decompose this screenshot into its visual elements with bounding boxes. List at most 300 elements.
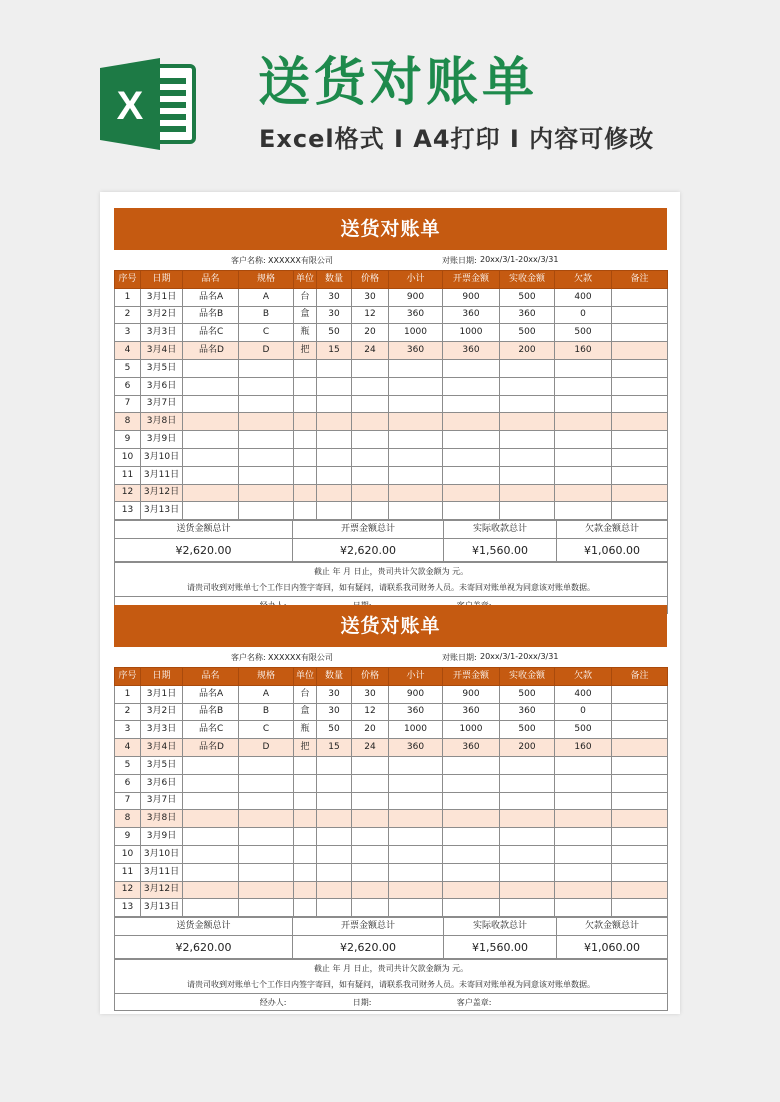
table-cell[interactable]: 8 — [115, 413, 141, 431]
table-cell[interactable] — [239, 448, 294, 466]
table-cell[interactable] — [352, 448, 389, 466]
table-cell[interactable] — [443, 395, 500, 413]
table-cell[interactable]: 200 — [500, 739, 555, 757]
table-cell[interactable] — [389, 413, 443, 431]
table-cell[interactable]: 3月11日 — [141, 466, 183, 484]
table-cell[interactable]: 3 — [115, 324, 141, 342]
table-cell[interactable] — [612, 685, 668, 703]
table-cell[interactable] — [183, 899, 239, 917]
table-cell[interactable] — [443, 774, 500, 792]
table-cell[interactable]: 30 — [352, 685, 389, 703]
table-cell[interactable] — [555, 502, 612, 520]
table-cell[interactable] — [352, 466, 389, 484]
table-cell[interactable] — [294, 828, 317, 846]
table-cell[interactable] — [389, 792, 443, 810]
table-cell[interactable]: 360 — [443, 739, 500, 757]
table-cell[interactable] — [239, 845, 294, 863]
table-cell[interactable]: 20 — [352, 324, 389, 342]
table-cell[interactable]: 10 — [115, 845, 141, 863]
table-cell[interactable]: 12 — [115, 881, 141, 899]
table-cell[interactable]: 3月8日 — [141, 810, 183, 828]
table-cell[interactable] — [294, 845, 317, 863]
table-cell[interactable] — [389, 881, 443, 899]
table-cell[interactable] — [500, 359, 555, 377]
table-cell[interactable] — [183, 774, 239, 792]
table-cell[interactable]: 3月5日 — [141, 756, 183, 774]
table-cell[interactable] — [239, 774, 294, 792]
table-cell[interactable] — [500, 774, 555, 792]
table-cell[interactable]: 1000 — [443, 324, 500, 342]
table-cell[interactable] — [443, 881, 500, 899]
table-cell[interactable] — [500, 828, 555, 846]
table-cell[interactable] — [389, 845, 443, 863]
table-cell[interactable]: 9 — [115, 431, 141, 449]
table-cell[interactable] — [239, 502, 294, 520]
table-cell[interactable] — [555, 756, 612, 774]
table-cell[interactable]: 3 — [115, 721, 141, 739]
table-cell[interactable] — [443, 466, 500, 484]
table-cell[interactable]: 3月2日 — [141, 306, 183, 324]
table-cell[interactable]: 3月2日 — [141, 703, 183, 721]
table-cell[interactable] — [612, 484, 668, 502]
table-cell[interactable] — [183, 448, 239, 466]
table-cell[interactable]: 3月7日 — [141, 792, 183, 810]
table-cell[interactable] — [294, 377, 317, 395]
table-cell[interactable] — [317, 377, 352, 395]
table-cell[interactable] — [239, 881, 294, 899]
table-cell[interactable]: 4 — [115, 342, 141, 360]
table-cell[interactable]: 8 — [115, 810, 141, 828]
table-cell[interactable] — [500, 502, 555, 520]
table-cell[interactable] — [443, 828, 500, 846]
table-cell[interactable]: 360 — [443, 342, 500, 360]
table-cell[interactable] — [183, 792, 239, 810]
table-cell[interactable] — [389, 377, 443, 395]
table-cell[interactable] — [443, 377, 500, 395]
table-cell[interactable]: D — [239, 342, 294, 360]
table-cell[interactable]: 5 — [115, 359, 141, 377]
table-cell[interactable]: 360 — [389, 342, 443, 360]
table-cell[interactable]: 3月6日 — [141, 774, 183, 792]
table-cell[interactable]: 10 — [115, 448, 141, 466]
table-cell[interactable] — [294, 792, 317, 810]
table-cell[interactable] — [239, 756, 294, 774]
table-cell[interactable] — [183, 466, 239, 484]
table-cell[interactable] — [294, 502, 317, 520]
table-cell[interactable] — [183, 881, 239, 899]
table-cell[interactable] — [443, 431, 500, 449]
table-cell[interactable]: 500 — [555, 324, 612, 342]
table-cell[interactable]: 900 — [389, 685, 443, 703]
table-cell[interactable]: 3月4日 — [141, 342, 183, 360]
table-cell[interactable]: 盒 — [294, 306, 317, 324]
table-cell[interactable]: C — [239, 721, 294, 739]
table-cell[interactable] — [443, 484, 500, 502]
table-cell[interactable]: 500 — [500, 721, 555, 739]
table-cell[interactable] — [500, 413, 555, 431]
table-cell[interactable]: 50 — [317, 324, 352, 342]
delivery-total-value[interactable]: ¥2,620.00 — [115, 539, 293, 562]
table-cell[interactable]: 360 — [500, 703, 555, 721]
table-cell[interactable]: 3月1日 — [141, 685, 183, 703]
table-cell[interactable] — [612, 395, 668, 413]
table-cell[interactable] — [294, 359, 317, 377]
table-cell[interactable]: 160 — [555, 342, 612, 360]
table-cell[interactable] — [389, 756, 443, 774]
table-cell[interactable]: A — [239, 288, 294, 306]
table-cell[interactable] — [317, 466, 352, 484]
table-cell[interactable]: 3月10日 — [141, 448, 183, 466]
table-cell[interactable] — [443, 899, 500, 917]
table-cell[interactable] — [389, 828, 443, 846]
table-cell[interactable]: 12 — [115, 484, 141, 502]
table-cell[interactable]: 360 — [389, 306, 443, 324]
table-cell[interactable] — [239, 899, 294, 917]
table-cell[interactable] — [555, 828, 612, 846]
sign-date-label[interactable]: 日期: — [293, 994, 382, 1011]
table-cell[interactable] — [443, 845, 500, 863]
table-cell[interactable] — [555, 413, 612, 431]
table-cell[interactable]: 3月3日 — [141, 721, 183, 739]
table-cell[interactable] — [294, 810, 317, 828]
table-cell[interactable] — [500, 756, 555, 774]
table-cell[interactable]: 500 — [500, 288, 555, 306]
table-cell[interactable] — [317, 448, 352, 466]
table-cell[interactable]: 360 — [389, 739, 443, 757]
table-cell[interactable]: 30 — [352, 288, 389, 306]
table-cell[interactable] — [294, 756, 317, 774]
table-cell[interactable] — [555, 899, 612, 917]
table-cell[interactable]: 3月10日 — [141, 845, 183, 863]
table-cell[interactable]: 2 — [115, 306, 141, 324]
table-cell[interactable]: 1 — [115, 288, 141, 306]
delivery-total-value[interactable]: ¥2,620.00 — [115, 936, 293, 959]
table-cell[interactable] — [612, 703, 668, 721]
table-cell[interactable]: 瓶 — [294, 324, 317, 342]
table-cell[interactable]: 11 — [115, 863, 141, 881]
table-cell[interactable] — [239, 359, 294, 377]
table-cell[interactable] — [352, 792, 389, 810]
table-cell[interactable]: 3月6日 — [141, 377, 183, 395]
invoice-total-value[interactable]: ¥2,620.00 — [293, 539, 444, 562]
table-cell[interactable]: 把 — [294, 342, 317, 360]
table-cell[interactable] — [294, 899, 317, 917]
table-cell[interactable]: 30 — [317, 703, 352, 721]
table-cell[interactable] — [389, 899, 443, 917]
table-cell[interactable]: 3月12日 — [141, 881, 183, 899]
table-cell[interactable] — [352, 863, 389, 881]
table-cell[interactable] — [612, 324, 668, 342]
table-cell[interactable]: 瓶 — [294, 721, 317, 739]
table-cell[interactable]: 24 — [352, 342, 389, 360]
table-cell[interactable] — [500, 792, 555, 810]
table-cell[interactable] — [389, 448, 443, 466]
table-cell[interactable]: 9 — [115, 828, 141, 846]
table-cell[interactable] — [612, 288, 668, 306]
table-cell[interactable] — [500, 810, 555, 828]
table-cell[interactable]: C — [239, 324, 294, 342]
table-cell[interactable]: 品名A — [183, 685, 239, 703]
table-cell[interactable] — [294, 863, 317, 881]
table-cell[interactable]: 360 — [443, 306, 500, 324]
table-cell[interactable]: 200 — [500, 342, 555, 360]
table-cell[interactable]: 3月9日 — [141, 431, 183, 449]
table-cell[interactable]: 400 — [555, 288, 612, 306]
table-cell[interactable] — [317, 359, 352, 377]
table-cell[interactable] — [555, 359, 612, 377]
table-cell[interactable] — [555, 448, 612, 466]
table-cell[interactable] — [443, 756, 500, 774]
table-cell[interactable]: 5 — [115, 756, 141, 774]
table-cell[interactable]: 500 — [500, 324, 555, 342]
table-cell[interactable]: 2 — [115, 703, 141, 721]
table-cell[interactable] — [500, 466, 555, 484]
table-cell[interactable] — [352, 431, 389, 449]
table-cell[interactable] — [555, 466, 612, 484]
table-cell[interactable] — [389, 810, 443, 828]
table-cell[interactable] — [239, 484, 294, 502]
table-cell[interactable]: A — [239, 685, 294, 703]
table-cell[interactable] — [612, 792, 668, 810]
table-cell[interactable] — [500, 845, 555, 863]
table-cell[interactable] — [500, 881, 555, 899]
table-cell[interactable]: 500 — [555, 721, 612, 739]
table-cell[interactable] — [555, 881, 612, 899]
table-cell[interactable]: 0 — [555, 306, 612, 324]
table-cell[interactable] — [612, 502, 668, 520]
table-cell[interactable] — [183, 359, 239, 377]
table-cell[interactable] — [612, 466, 668, 484]
owed-total-value[interactable]: ¥1,060.00 — [557, 936, 668, 959]
table-cell[interactable]: 50 — [317, 721, 352, 739]
table-cell[interactable] — [317, 395, 352, 413]
table-cell[interactable]: 4 — [115, 739, 141, 757]
table-cell[interactable] — [352, 845, 389, 863]
table-cell[interactable] — [317, 756, 352, 774]
table-cell[interactable] — [443, 448, 500, 466]
table-cell[interactable]: 11 — [115, 466, 141, 484]
table-cell[interactable] — [317, 845, 352, 863]
table-cell[interactable] — [443, 359, 500, 377]
table-cell[interactable] — [500, 484, 555, 502]
table-cell[interactable] — [352, 395, 389, 413]
table-cell[interactable] — [294, 466, 317, 484]
table-cell[interactable] — [294, 413, 317, 431]
invoice-total-value[interactable]: ¥2,620.00 — [293, 936, 444, 959]
table-cell[interactable]: 盒 — [294, 703, 317, 721]
table-cell[interactable] — [500, 377, 555, 395]
table-cell[interactable]: 900 — [389, 288, 443, 306]
table-cell[interactable]: 品名D — [183, 342, 239, 360]
table-cell[interactable] — [294, 431, 317, 449]
table-cell[interactable] — [317, 413, 352, 431]
table-cell[interactable] — [389, 359, 443, 377]
table-cell[interactable]: 900 — [443, 288, 500, 306]
table-cell[interactable] — [443, 502, 500, 520]
table-cell[interactable]: 3月9日 — [141, 828, 183, 846]
table-cell[interactable]: 6 — [115, 774, 141, 792]
table-cell[interactable] — [443, 810, 500, 828]
stamp-area[interactable] — [502, 994, 668, 1011]
table-cell[interactable] — [239, 792, 294, 810]
table-cell[interactable]: 3月13日 — [141, 502, 183, 520]
table-cell[interactable] — [352, 756, 389, 774]
table-cell[interactable] — [612, 863, 668, 881]
table-cell[interactable] — [183, 502, 239, 520]
table-cell[interactable]: 3月1日 — [141, 288, 183, 306]
table-cell[interactable] — [183, 377, 239, 395]
table-cell[interactable] — [389, 484, 443, 502]
table-cell[interactable]: 12 — [352, 703, 389, 721]
table-cell[interactable] — [555, 792, 612, 810]
table-cell[interactable] — [555, 484, 612, 502]
table-cell[interactable]: 1000 — [443, 721, 500, 739]
table-cell[interactable] — [500, 395, 555, 413]
table-cell[interactable]: 3月7日 — [141, 395, 183, 413]
table-cell[interactable]: 15 — [317, 739, 352, 757]
table-cell[interactable] — [500, 448, 555, 466]
table-cell[interactable]: 品名B — [183, 306, 239, 324]
table-cell[interactable] — [612, 828, 668, 846]
table-cell[interactable] — [612, 845, 668, 863]
table-cell[interactable] — [389, 863, 443, 881]
table-cell[interactable] — [239, 395, 294, 413]
table-cell[interactable] — [183, 845, 239, 863]
table-cell[interactable]: B — [239, 703, 294, 721]
table-cell[interactable] — [239, 810, 294, 828]
table-cell[interactable]: 台 — [294, 685, 317, 703]
handler-label[interactable]: 经办人: — [115, 994, 293, 1011]
table-cell[interactable] — [389, 466, 443, 484]
table-cell[interactable]: 15 — [317, 342, 352, 360]
table-cell[interactable] — [317, 881, 352, 899]
table-cell[interactable] — [612, 448, 668, 466]
table-cell[interactable] — [183, 810, 239, 828]
table-cell[interactable] — [612, 359, 668, 377]
table-cell[interactable]: 7 — [115, 395, 141, 413]
table-cell[interactable] — [443, 863, 500, 881]
table-cell[interactable]: B — [239, 306, 294, 324]
table-cell[interactable] — [239, 863, 294, 881]
table-cell[interactable] — [612, 881, 668, 899]
table-cell[interactable] — [555, 395, 612, 413]
table-cell[interactable]: 3月13日 — [141, 899, 183, 917]
table-cell[interactable]: 160 — [555, 739, 612, 757]
table-cell[interactable]: 3月4日 — [141, 739, 183, 757]
table-cell[interactable] — [443, 413, 500, 431]
table-cell[interactable]: 品名B — [183, 703, 239, 721]
table-cell[interactable] — [352, 484, 389, 502]
table-cell[interactable]: 400 — [555, 685, 612, 703]
table-cell[interactable] — [555, 774, 612, 792]
table-cell[interactable] — [183, 484, 239, 502]
table-cell[interactable] — [500, 431, 555, 449]
table-cell[interactable] — [317, 502, 352, 520]
table-cell[interactable] — [317, 828, 352, 846]
table-cell[interactable]: 6 — [115, 377, 141, 395]
table-cell[interactable]: 30 — [317, 685, 352, 703]
table-cell[interactable]: 品名C — [183, 324, 239, 342]
table-cell[interactable] — [555, 863, 612, 881]
table-cell[interactable] — [183, 863, 239, 881]
table-cell[interactable] — [352, 881, 389, 899]
table-cell[interactable] — [317, 774, 352, 792]
table-cell[interactable] — [183, 413, 239, 431]
table-cell[interactable] — [317, 431, 352, 449]
table-cell[interactable] — [352, 810, 389, 828]
table-cell[interactable] — [352, 828, 389, 846]
table-cell[interactable] — [317, 810, 352, 828]
received-total-value[interactable]: ¥1,560.00 — [444, 539, 557, 562]
table-cell[interactable] — [612, 306, 668, 324]
table-cell[interactable]: 1000 — [389, 324, 443, 342]
table-cell[interactable] — [352, 359, 389, 377]
table-cell[interactable]: 24 — [352, 739, 389, 757]
table-cell[interactable]: 20 — [352, 721, 389, 739]
table-cell[interactable] — [239, 377, 294, 395]
customer-stamp-label[interactable]: 客户盖章: — [382, 994, 502, 1011]
table-cell[interactable] — [389, 431, 443, 449]
table-cell[interactable]: 把 — [294, 739, 317, 757]
table-cell[interactable]: 360 — [500, 306, 555, 324]
table-cell[interactable] — [612, 342, 668, 360]
received-total-value[interactable]: ¥1,560.00 — [444, 936, 557, 959]
table-cell[interactable]: 3月8日 — [141, 413, 183, 431]
table-cell[interactable] — [352, 774, 389, 792]
table-cell[interactable]: 品名C — [183, 721, 239, 739]
table-cell[interactable]: 30 — [317, 306, 352, 324]
table-cell[interactable]: 3月3日 — [141, 324, 183, 342]
table-cell[interactable] — [239, 431, 294, 449]
table-cell[interactable]: 13 — [115, 899, 141, 917]
table-cell[interactable] — [183, 395, 239, 413]
table-cell[interactable] — [612, 431, 668, 449]
table-cell[interactable] — [389, 502, 443, 520]
table-cell[interactable] — [352, 899, 389, 917]
table-cell[interactable] — [352, 377, 389, 395]
table-cell[interactable] — [555, 431, 612, 449]
table-cell[interactable] — [294, 448, 317, 466]
table-cell[interactable] — [612, 756, 668, 774]
table-cell[interactable] — [352, 502, 389, 520]
table-cell[interactable] — [389, 395, 443, 413]
table-cell[interactable] — [555, 377, 612, 395]
table-cell[interactable]: D — [239, 739, 294, 757]
table-cell[interactable] — [612, 810, 668, 828]
table-cell[interactable] — [352, 413, 389, 431]
table-cell[interactable] — [443, 792, 500, 810]
table-cell[interactable] — [612, 721, 668, 739]
table-cell[interactable]: 900 — [443, 685, 500, 703]
table-cell[interactable] — [183, 756, 239, 774]
table-cell[interactable]: 3月5日 — [141, 359, 183, 377]
table-cell[interactable]: 3月11日 — [141, 863, 183, 881]
table-cell[interactable]: 0 — [555, 703, 612, 721]
table-cell[interactable] — [183, 828, 239, 846]
table-cell[interactable]: 13 — [115, 502, 141, 520]
table-cell[interactable] — [555, 845, 612, 863]
table-cell[interactable]: 台 — [294, 288, 317, 306]
table-cell[interactable] — [317, 484, 352, 502]
table-cell[interactable] — [294, 881, 317, 899]
table-cell[interactable] — [239, 466, 294, 484]
table-cell[interactable] — [612, 899, 668, 917]
table-cell[interactable]: 品名A — [183, 288, 239, 306]
table-cell[interactable] — [239, 828, 294, 846]
table-cell[interactable]: 1000 — [389, 721, 443, 739]
table-cell[interactable] — [612, 377, 668, 395]
table-cell[interactable] — [555, 810, 612, 828]
